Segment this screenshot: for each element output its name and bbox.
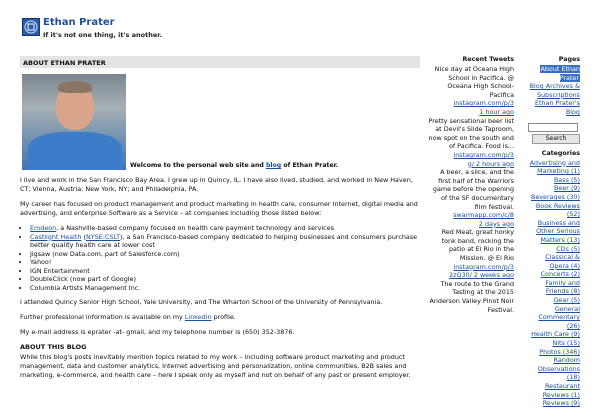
tweet-link[interactable]: instagram.com/p/3 bbox=[453, 99, 514, 108]
sidebar bbox=[526, 56, 580, 408]
tweet-link[interactable]: instagram.com/p/3 bbox=[453, 262, 514, 271]
category-link[interactable]: Random Observations (18) bbox=[537, 356, 580, 382]
list-item: • IGN Entertainment bbox=[30, 267, 420, 276]
tweet-time[interactable]: 2zQ30/ 2 weeks ago bbox=[449, 271, 514, 280]
category-link[interactable]: Restaurant Reviews (1) bbox=[542, 382, 580, 399]
about-intro bbox=[20, 74, 420, 172]
linkedin-pre: Further professional information is available on my bbox=[20, 313, 185, 321]
tweet-item bbox=[428, 65, 514, 117]
education-paragraph: I attended Quincy Senior High School, Yale University, and The Wharton School of the University of Pennsylvania. bbox=[20, 298, 383, 306]
list-item: • DoubleClick (now part of Google) bbox=[30, 275, 420, 284]
sidebar-item-blog[interactable]: Ethan Prater's Blog bbox=[534, 99, 580, 116]
site-logo-icon[interactable] bbox=[22, 18, 40, 36]
search-button[interactable]: Search bbox=[532, 134, 580, 144]
list-item: • Yahoo! bbox=[30, 258, 420, 267]
category-link[interactable]: Bass (5) bbox=[553, 175, 580, 184]
categories-heading: Categories bbox=[541, 149, 580, 157]
list-item-text: , a Nashville-based company focused on health care payment technology and services bbox=[56, 224, 334, 232]
tweet-text: Pretty sensational beer list at Devil's Slide Taproom, now spot on the south end of Pacifica. Food is... bbox=[428, 116, 514, 151]
tweet-time[interactable]: 2 days ago bbox=[478, 219, 514, 228]
category-link[interactable]: Gear (5) bbox=[553, 296, 580, 305]
category-link[interactable]: Business and Other Serious Matters (13) bbox=[536, 218, 580, 244]
recent-tweets bbox=[428, 56, 514, 314]
main-content bbox=[20, 56, 420, 386]
tweet-item bbox=[428, 280, 514, 314]
list-item: • Jigsaw (now Data.com, part of Salesforce.com) bbox=[30, 250, 420, 259]
bio-paragraph: I live and work in the San Francisco Bay Area. I grew up in Quincy, IL. I have also lived, studied, and worked in New Haven, CT; Vienna, Austria; New York, NY; and Philadelphia, PA. bbox=[20, 176, 413, 193]
category-link[interactable]: General Commentary (26) bbox=[538, 304, 580, 330]
tweets-heading: Recent Tweets bbox=[462, 56, 514, 63]
category-link[interactable]: Classical & Opera (4) bbox=[545, 253, 580, 270]
list-item: • Columbia Artists Management Inc. bbox=[30, 284, 420, 293]
sidebar-item-archives[interactable]: Blog Archives & Subscriptions bbox=[529, 82, 580, 99]
castlight-link[interactable]: Castlight Health bbox=[30, 232, 82, 241]
tweet-text: The route to the Grand Tasting at the 2015 Anderson Valley Pinot Noir Festival. bbox=[429, 279, 514, 314]
pages-heading: Pages bbox=[558, 56, 580, 63]
linkedin-link[interactable]: Linkedin bbox=[184, 313, 212, 321]
category-link[interactable]: CDs (5) bbox=[556, 244, 580, 253]
welcome-text bbox=[130, 162, 338, 169]
tweet-link[interactable]: instagram.com/p/3 bbox=[453, 150, 514, 159]
tweet-time[interactable]: 1 hour ago bbox=[479, 107, 514, 116]
tweet-item bbox=[428, 168, 514, 228]
welcome-pre: Welcome to the personal web site and bbox=[130, 162, 266, 169]
linkedin-paragraph bbox=[20, 313, 420, 322]
search-input[interactable] bbox=[528, 123, 578, 132]
tweet-link[interactable]: swarmapp.com/c/8 bbox=[453, 211, 514, 220]
profile-photo bbox=[22, 74, 126, 170]
category-link[interactable]: Concerts (2) bbox=[540, 270, 580, 279]
site-tagline: If it's not one thing, it's another. bbox=[43, 31, 162, 39]
list-item bbox=[30, 224, 420, 233]
contact-paragraph: My e-mail address is eprater -at- gmail, and my telephone number is (650) 352-3876. bbox=[20, 328, 295, 336]
category-link[interactable]: Beverages (30) bbox=[530, 192, 580, 201]
page-title: ABOUT ETHAN PRATER bbox=[20, 56, 420, 68]
welcome-post: of Ethan Prater. bbox=[281, 162, 339, 169]
category-link[interactable]: Health Care (9) bbox=[531, 330, 580, 339]
category-list bbox=[526, 159, 580, 408]
blog-heading: ABOUT THIS BLOG bbox=[20, 343, 87, 351]
blog-paragraph: While this blog's posts inevitably mention topics related to my work – including software product marketing and product management, data and customer analytics, Internet advertising and personalization, online communities, B2B sales and marketing, e-commerce, and health care – here I speak only as myself and not on behalf of any past or present employer. bbox=[20, 353, 411, 379]
category-link[interactable]: Family and Friends (8) bbox=[545, 278, 580, 296]
company-list bbox=[20, 224, 420, 292]
linkedin-post: profile. bbox=[211, 313, 236, 321]
blog-link[interactable]: blog bbox=[265, 162, 282, 169]
list-item-text: ( bbox=[81, 232, 86, 241]
nyse-cslt-link[interactable]: NYSE:CSLT bbox=[85, 232, 120, 241]
career-paragraph: My career has focused on product management and product marketing in health care, consumer Internet, digital media and advertising, and enterprise Software as a Service – at companies including those listed below: bbox=[20, 200, 418, 217]
tweet-text: Red Meat, great honky tonk band, rocking the patio at El Rio in the Mission. @ El Rio bbox=[441, 228, 514, 263]
category-link[interactable]: Reviews (9) bbox=[542, 399, 580, 408]
tweet-text: A beer, a slice, and the first half of the Warriors game before the opening of the SF documentary film festival. bbox=[432, 168, 514, 211]
category-link[interactable]: Beer (9) bbox=[554, 184, 580, 193]
site-title[interactable]: Ethan Prater bbox=[43, 17, 115, 28]
tweet-item bbox=[428, 117, 514, 169]
list-item-text: ), a San Francisco-based company dedicated to helping businesses and consumers purchase better quality health care at lower cost bbox=[30, 232, 418, 249]
category-link[interactable]: Advertising and Marketing (1) bbox=[529, 158, 580, 176]
category-link[interactable]: Book Reviews (52) bbox=[535, 201, 580, 219]
tweet-item bbox=[428, 228, 514, 280]
tweet-text: Nice day at Oceana High School in Pacifica. @ Oceana High School-Pacifica bbox=[434, 65, 514, 99]
list-item bbox=[30, 233, 420, 250]
tweet-time[interactable]: g/ 2 hours ago bbox=[467, 159, 514, 168]
emdeon-link[interactable]: Emdeon bbox=[30, 224, 57, 232]
category-link[interactable]: Nits (15) bbox=[552, 339, 580, 348]
sidebar-item-about[interactable]: About Ethan Prater bbox=[540, 65, 580, 82]
category-link[interactable]: Photos (346) bbox=[539, 347, 580, 356]
